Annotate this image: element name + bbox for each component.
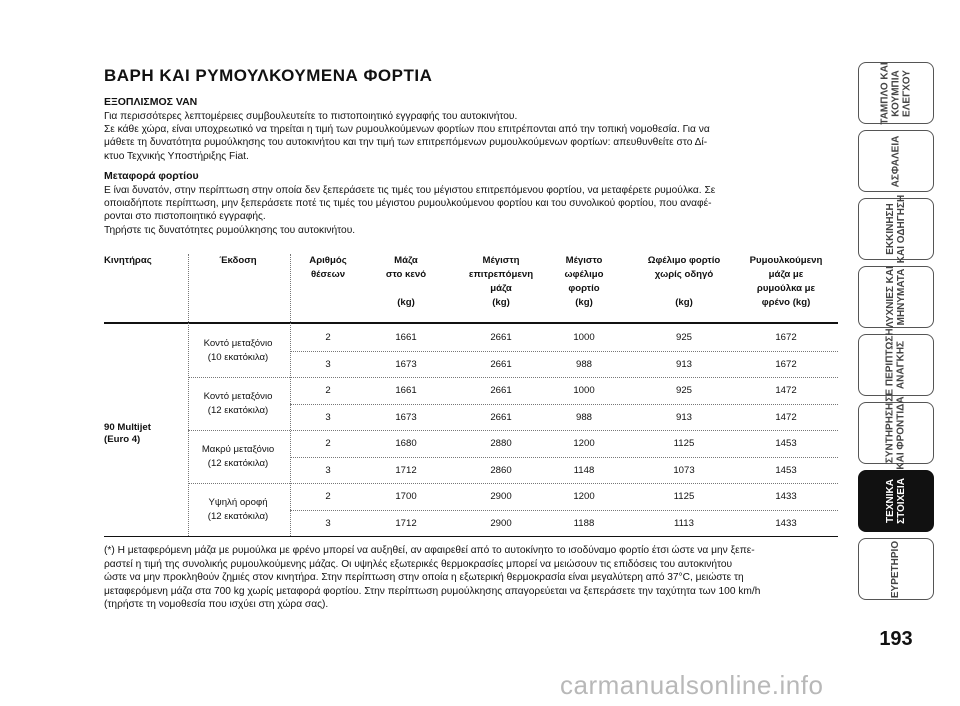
engine-line: 90 Multijet xyxy=(104,422,151,433)
column-header-line: μάζα xyxy=(490,283,512,294)
chapter-tab[interactable] xyxy=(858,396,934,470)
column-header-line: χωρίς οδηγό xyxy=(654,269,714,280)
table-cell: 913 xyxy=(675,358,692,370)
table-cell: 2900 xyxy=(490,517,512,529)
footnote-line: μεταφερόμενη μάζα στα 700 kg χωρίς μεταφορά φορτίου. Στην περίπτωση ρυμούλκησης απαγορεύεται να ξεπεράσετε την ταχύτητα των 100 km/h xyxy=(104,585,761,597)
table-cell: 2661 xyxy=(490,358,512,370)
chapter-tab-label xyxy=(890,135,901,187)
version-cell xyxy=(188,337,288,365)
table-cell: 913 xyxy=(675,411,692,423)
version-line: (12 εκατόκιλα) xyxy=(207,457,269,469)
chapter-tab[interactable] xyxy=(858,538,934,600)
table-cell: 2661 xyxy=(490,332,512,343)
weights-table xyxy=(104,250,838,538)
version-line: (12 εκατόκιλα) xyxy=(207,404,269,416)
watermark: carmanualsonline.info xyxy=(560,670,824,700)
version-line: Υψηλή οροφή xyxy=(208,496,268,508)
row-divider xyxy=(188,377,838,378)
chapter-tab[interactable] xyxy=(858,470,934,532)
column-header-line: φρένο (kg) xyxy=(761,297,811,308)
version-cell xyxy=(188,443,288,471)
row-divider xyxy=(290,510,838,511)
chapter-tab-label-line: ΕΚΚΙΝΗΣΗ xyxy=(885,203,896,255)
table-cell: 2880 xyxy=(490,438,512,449)
row-divider xyxy=(290,404,838,405)
table-cell: 2900 xyxy=(490,491,512,502)
table-cell: 3 xyxy=(325,517,331,529)
column-header-line: θέσεων xyxy=(310,269,346,280)
chapter-tab-label-line: ΚΑΙ ΦΡΟΝΤΙΔΑ xyxy=(896,396,907,470)
chapter-tab-label-line: ΚΟΥΜΠΙΑ xyxy=(890,69,902,117)
version-line: Κοντό μεταξόνιο xyxy=(203,390,273,402)
version-line: Μακρύ μεταξόνιο xyxy=(201,443,275,455)
chapter-tab-label-line: ΤΕΧΝΙΚΑ xyxy=(884,479,896,523)
chapter-tab-label-line: ΚΑΙ ΟΔΗΓΗΣΗ xyxy=(896,194,907,264)
table-cell: 988 xyxy=(575,411,592,423)
paragraph-line: ρονται στο πιστοποιητικό εγγραφής. xyxy=(104,211,266,223)
table-cell: 1433 xyxy=(775,517,797,529)
column-header-line: Μάζα xyxy=(394,255,418,266)
column-header-line: φορτίο xyxy=(568,283,600,294)
chapter-tab[interactable] xyxy=(858,62,934,124)
row-divider xyxy=(290,351,838,352)
column-header-line xyxy=(634,282,734,296)
table-cell: 1125 xyxy=(673,491,695,502)
column-header xyxy=(290,254,366,282)
paragraph-line: οποιαδήποτε περίπτωση, μην ξεπεράσετε ποτέ τις τιμές του μέγιστου ρυμουλκούμενου φορτίου και του συνολικού φορτίου, που αναφέ- xyxy=(104,198,712,210)
chapter-tab-label xyxy=(885,195,907,263)
column-header xyxy=(188,254,288,268)
chapter-tab-label-line: ΜΗΝΥΜΑΤΑ xyxy=(896,268,907,326)
table-cell: 1672 xyxy=(775,358,797,370)
column-header xyxy=(366,254,446,310)
chapter-tab-label-line: ΣΤΟΙΧΕΙΑ xyxy=(895,478,907,524)
paragraph-line: Σε κάθε χώρα, είναι υποχρεωτικό να τηρείται η τιμή των ρυμουλκούμενων φορτίων που επιτρέπονται από την τοπική νομοθεσία. Για να xyxy=(104,124,710,136)
row-divider xyxy=(188,483,838,484)
chapter-tab-label xyxy=(891,540,902,597)
column-header-line: ωφέλιμο xyxy=(564,269,604,280)
column-header xyxy=(734,254,838,310)
column-header-line: Έκδοση xyxy=(219,255,257,266)
chapter-tab[interactable] xyxy=(858,130,934,192)
table-cell: 1200 xyxy=(573,438,595,449)
table-cell: 925 xyxy=(675,385,692,396)
chapter-tab[interactable] xyxy=(858,194,934,264)
table-cell: 1680 xyxy=(395,438,417,449)
column-header xyxy=(544,254,624,310)
chapter-tab[interactable] xyxy=(858,328,934,402)
table-cell: 1113 xyxy=(674,517,694,529)
footnote-line: (*) Η μεταφερόμενη μάζα με ρυμούλκα με φρένο μπορεί να αυξηθεί, αν αφαιρεθεί από το αυτοκίνητο το ισοδύναμο φορτίο έτσι ώστε να μην ξεπε- xyxy=(104,545,755,556)
version-line: (10 εκατόκιλα) xyxy=(207,351,269,363)
table-cell: 2860 xyxy=(490,464,512,476)
table-cell: 3 xyxy=(325,358,331,370)
chapter-tab-label-line: ΑΝΑΓΚΗΣ xyxy=(896,340,907,390)
paragraph-line: μάθετε τη δυνατότητα ρυμούλκησης του αυτοκινήτου και την τιμή των επιτρεπόμενων ρυμουλκούμενων φορτίων: απευθυνθείτε στο Δί- xyxy=(104,137,708,149)
table-cell: 2 xyxy=(325,438,331,449)
chapter-tab-label xyxy=(885,328,907,401)
version-cell xyxy=(188,390,288,418)
table-cell: 1433 xyxy=(775,491,797,502)
column-header-line: Μέγιστη xyxy=(482,255,520,266)
row-divider xyxy=(188,430,838,431)
column-header-line: (kg) xyxy=(397,297,415,308)
chapter-tab-label-line: ΤΑΜΠΛΟ ΚΑΙ xyxy=(879,61,891,125)
chapter-tab-label-line: ΕΛΕΓΧΟΥ xyxy=(901,69,913,117)
column-header-line: Ωφέλιμο φορτίο xyxy=(647,255,721,266)
table-cell: 2 xyxy=(325,385,331,396)
engine-line: (Euro 4) xyxy=(104,434,141,445)
table-cell: 1453 xyxy=(775,464,797,476)
column-header xyxy=(104,254,174,268)
column-header-line: Μέγιστο xyxy=(565,255,603,266)
table-cell: 1453 xyxy=(775,438,797,449)
chapter-tab-label xyxy=(879,62,912,124)
footnote xyxy=(104,544,838,612)
chapter-tab-label-line: ΛΥΧΝΙΕΣ ΚΑΙ xyxy=(885,266,896,328)
transport-heading: Μεταφορά φορτίου xyxy=(104,170,199,182)
table-cell: 1188 xyxy=(573,517,595,529)
page-title: ΒΑΡΗ ΚΑΙ ΡΥΜΟΥΛΚΟΥΜΕΝΑ ΦΟΡΤΙΑ xyxy=(104,66,433,85)
table-cell: 1148 xyxy=(573,464,595,476)
column-header-line: (kg) xyxy=(675,297,693,308)
table-cell: 1661 xyxy=(395,385,417,396)
table-bottom-rule xyxy=(104,536,838,537)
paragraph-line: Τηρήστε τις δυνατότητες ρυμούλκησης του αυτοκινήτου. xyxy=(104,224,356,236)
column-header-line: στο κενό xyxy=(385,269,427,280)
paragraph-line: Για περισσότερες λεπτομέρειες συμβουλευτείτε το πιστοποιητικό εγγραφής του αυτοκινήτου. xyxy=(104,111,518,122)
table-cell: 1712 xyxy=(395,464,417,476)
column-header-line: μάζα με xyxy=(768,269,804,280)
table-cell: 2 xyxy=(325,491,331,502)
version-line: (12 εκατόκιλα) xyxy=(207,510,269,522)
page-number: 193 xyxy=(879,628,913,650)
equipment-paragraph xyxy=(104,110,838,163)
table-cell: 3 xyxy=(325,411,331,423)
chapter-tab[interactable] xyxy=(858,266,934,328)
table-cell: 1472 xyxy=(775,411,797,423)
chapter-tab-label xyxy=(885,396,907,469)
header-rule xyxy=(104,322,838,324)
engine-cell xyxy=(104,422,151,446)
table-cell: 2661 xyxy=(490,411,512,423)
equipment-heading: ΕΞΟΠΛΙΣΜΟΣ VAN xyxy=(104,96,198,108)
table-cell: 1700 xyxy=(395,491,417,502)
chapter-tab-label-line: ΣΥΝΤΗΡΗΣΗ xyxy=(885,402,896,464)
paragraph-line: κτυο Τεχνικής Υποστήριξης Fiat. xyxy=(104,150,249,162)
table-cell: 1472 xyxy=(775,385,797,396)
column-header-line: (kg) xyxy=(575,297,593,308)
column-header xyxy=(456,254,546,310)
chapter-tab-label-line: ΑΣΦΑΛΕΙΑ xyxy=(890,135,902,187)
paragraph-line: Ε ίναι δυνατόν, στην περίπτωση στην οποία δεν ξεπεράσετε τις τιμές του μέγιστου επιτρεπόμενου φορτίου, να μεταφέρετε ρυμούλκα. Σε xyxy=(104,185,716,196)
version-line: Κοντό μεταξόνιο xyxy=(203,337,273,349)
chapter-tab-label xyxy=(885,266,907,328)
table-cell: 1712 xyxy=(395,517,417,529)
footnote-line: ραστεί η τιμή της συνολικής ρυμουλκούμενης μάζας. Οι υψηλές εξωτερικές θερμοκρασίες μπορεί να μειώσουν τις επιδόσεις του αυτοκινήτου xyxy=(104,558,733,570)
column-header xyxy=(634,254,734,310)
column-header-line: (kg) xyxy=(492,297,510,308)
column-header-line: Κινητήρας xyxy=(104,255,152,266)
table-cell: 1125 xyxy=(673,438,695,449)
table-cell: 1661 xyxy=(395,332,417,343)
row-divider xyxy=(290,457,838,458)
table-cell: 925 xyxy=(675,332,692,343)
column-header-line: Ρυμουλκούμενη xyxy=(749,255,823,266)
footnote-line: ώστε να μην προκληθούν ζημιές στον κινητήρα. Στην περίπτωση στην οποία η εξωτερική θερμοκρασία είναι μεγαλύτερη από 37°C, μειώστε τη xyxy=(104,572,744,584)
footnote-line: (τηρήστε τη νομοθεσία που ισχύει στη χώρα σας). xyxy=(104,599,329,611)
table-cell: 2661 xyxy=(490,385,512,396)
chapter-tab-label-line: ΕΥΡΕΤΗΡΙΟ xyxy=(890,540,902,598)
table-cell: 1672 xyxy=(775,332,797,343)
column-header-line: Αριθμός xyxy=(309,255,347,266)
table-cell: 3 xyxy=(325,464,331,476)
table-cell: 1673 xyxy=(395,358,417,370)
column-header-line: ρυμούλκα με xyxy=(756,283,816,294)
table-cell: 988 xyxy=(575,358,592,370)
table-cell: 1673 xyxy=(395,411,417,423)
table-cell: 1000 xyxy=(573,332,595,343)
transport-paragraph xyxy=(104,184,838,237)
table-cell: 1073 xyxy=(673,464,695,476)
table-cell: 1000 xyxy=(573,385,595,396)
column-header-line xyxy=(366,282,446,296)
table-cell: 2 xyxy=(325,332,331,343)
column-header-line: επιτρεπόμενη xyxy=(468,269,534,280)
chapter-tab-label xyxy=(885,478,907,524)
table-cell: 1200 xyxy=(573,491,595,502)
version-cell xyxy=(188,496,288,524)
chapter-tab-label-line: ΣΕ ΠΕΡΙΠΤΩΣΗ xyxy=(885,328,896,402)
